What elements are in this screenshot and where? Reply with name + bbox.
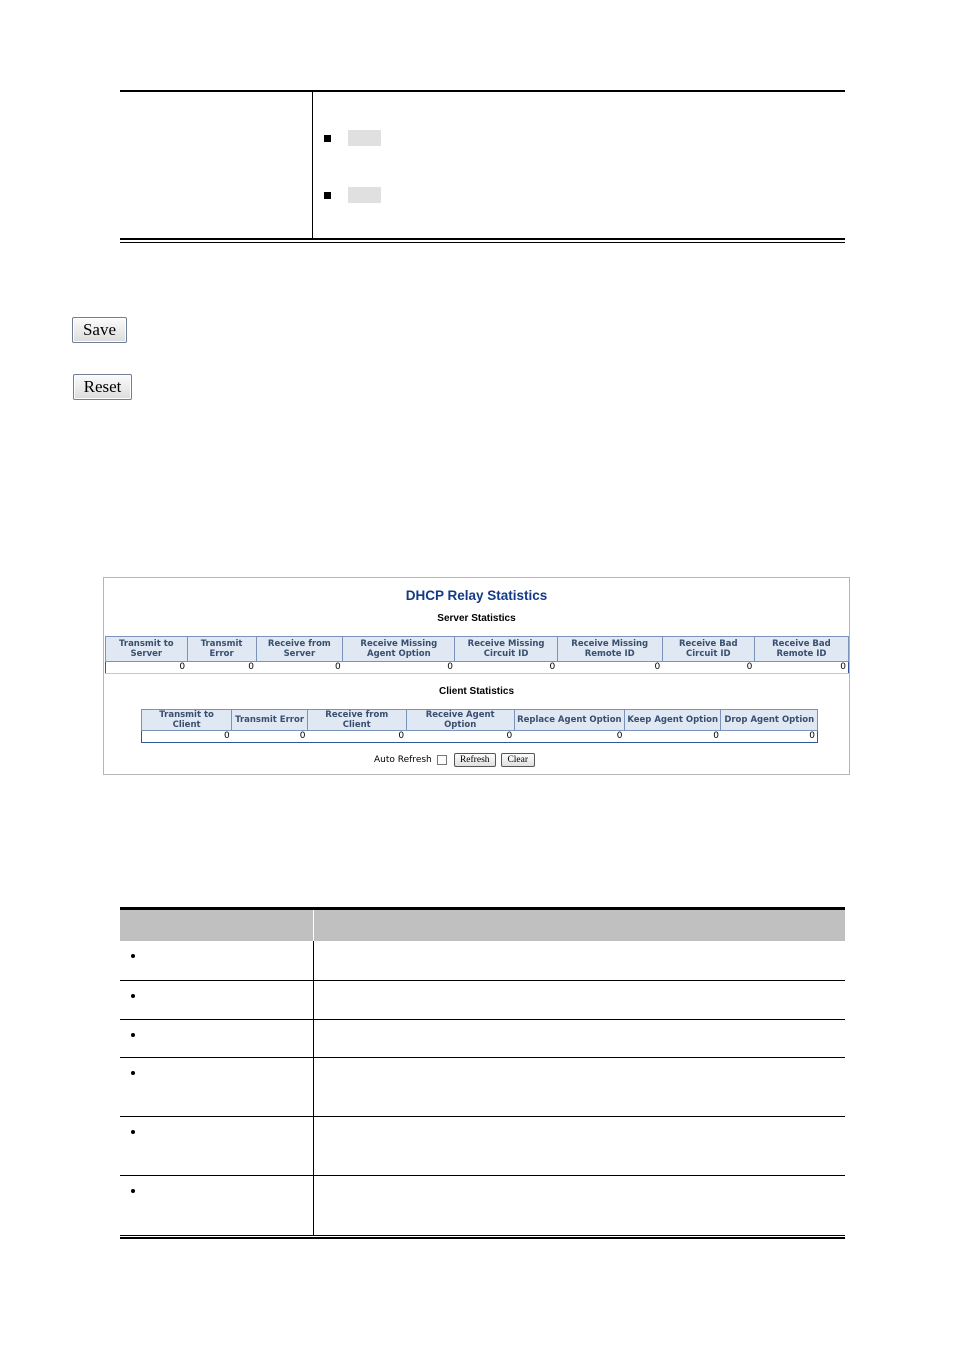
column-divider: [313, 1020, 314, 1057]
cell-value: 0: [624, 731, 721, 743]
column-header: Receive Bad Circuit ID: [662, 637, 754, 662]
cell-value: 0: [307, 731, 406, 743]
square-bullet-icon: [324, 192, 331, 199]
table-row: [120, 941, 845, 981]
auto-refresh-checkbox[interactable]: [437, 755, 447, 765]
option-item: [324, 186, 381, 204]
column-divider: [313, 1058, 314, 1116]
column-header: Receive Agent Option: [406, 710, 514, 731]
cell-value: 0: [662, 662, 754, 674]
column-divider: [313, 981, 314, 1019]
bullet-icon: [131, 1189, 135, 1193]
cell-value: 0: [256, 662, 343, 674]
column-divider: [313, 910, 314, 941]
column-header: Transmit to Client: [142, 710, 232, 731]
column-header: Transmit Error: [232, 710, 308, 731]
panel-title: DHCP Relay Statistics: [405, 588, 548, 603]
client-statistics-table: [141, 709, 818, 743]
dhcp-relay-statistics-panel: [103, 577, 850, 775]
bullet-icon: [131, 1130, 135, 1134]
bullet-icon: [131, 994, 135, 998]
table-bottom-rule: [120, 1235, 845, 1239]
cell-value: 0: [721, 731, 818, 743]
option-highlight: [348, 187, 381, 203]
bullet-icon: [131, 1033, 135, 1037]
table-row: [142, 731, 818, 743]
table-bottom-rule: [120, 238, 845, 243]
table-row: [120, 1020, 845, 1058]
reset-button[interactable]: Reset: [73, 374, 132, 400]
option-table: [120, 90, 845, 242]
table-row: [120, 1176, 845, 1235]
save-button[interactable]: Save: [72, 317, 127, 343]
cell-value: 0: [232, 731, 308, 743]
client-statistics-title: Client Statistics: [438, 686, 515, 697]
server-statistics-table: [105, 636, 849, 674]
cell-value: 0: [557, 662, 662, 674]
column-divider: [313, 1117, 314, 1175]
column-header: Replace Agent Option: [514, 710, 624, 731]
server-statistics-title: Server Statistics: [437, 613, 516, 624]
refresh-button[interactable]: Refresh: [454, 753, 496, 767]
option-item: [324, 129, 381, 147]
column-header: Receive from Client: [307, 710, 406, 731]
bullet-icon: [131, 1071, 135, 1075]
square-bullet-icon: [324, 135, 331, 142]
option-highlight: [348, 130, 381, 146]
auto-refresh-row: [374, 752, 540, 768]
cell-value: 0: [187, 662, 256, 674]
column-header: Receive Missing Remote ID: [557, 637, 662, 662]
column-divider: [313, 941, 314, 980]
column-header: Receive Missing Circuit ID: [455, 637, 557, 662]
table-row: [120, 1117, 845, 1176]
cell-value: 0: [754, 662, 848, 674]
bullet-icon: [131, 954, 135, 958]
description-table: [120, 907, 845, 1239]
auto-refresh-label: Auto Refresh: [374, 755, 432, 765]
column-header: Receive Missing Agent Option: [343, 637, 455, 662]
clear-button[interactable]: Clear: [501, 753, 535, 767]
column-header: Receive Bad Remote ID: [754, 637, 848, 662]
column-header: Transmit to Server: [106, 637, 188, 662]
table-row: [120, 1058, 845, 1117]
table-row: [106, 662, 849, 674]
column-header: Keep Agent Option: [624, 710, 721, 731]
cell-value: 0: [343, 662, 455, 674]
column-divider: [312, 92, 313, 238]
cell-value: 0: [514, 731, 624, 743]
column-divider: [313, 1176, 314, 1235]
table-header: [120, 907, 845, 941]
cell-value: 0: [406, 731, 514, 743]
column-header: Drop Agent Option: [721, 710, 818, 731]
table-top-rule: [120, 90, 845, 92]
cell-value: 0: [142, 731, 232, 743]
table-row: [120, 981, 845, 1020]
column-header: Receive from Server: [256, 637, 343, 662]
cell-value: 0: [455, 662, 557, 674]
cell-value: 0: [106, 662, 188, 674]
column-header: Transmit Error: [187, 637, 256, 662]
